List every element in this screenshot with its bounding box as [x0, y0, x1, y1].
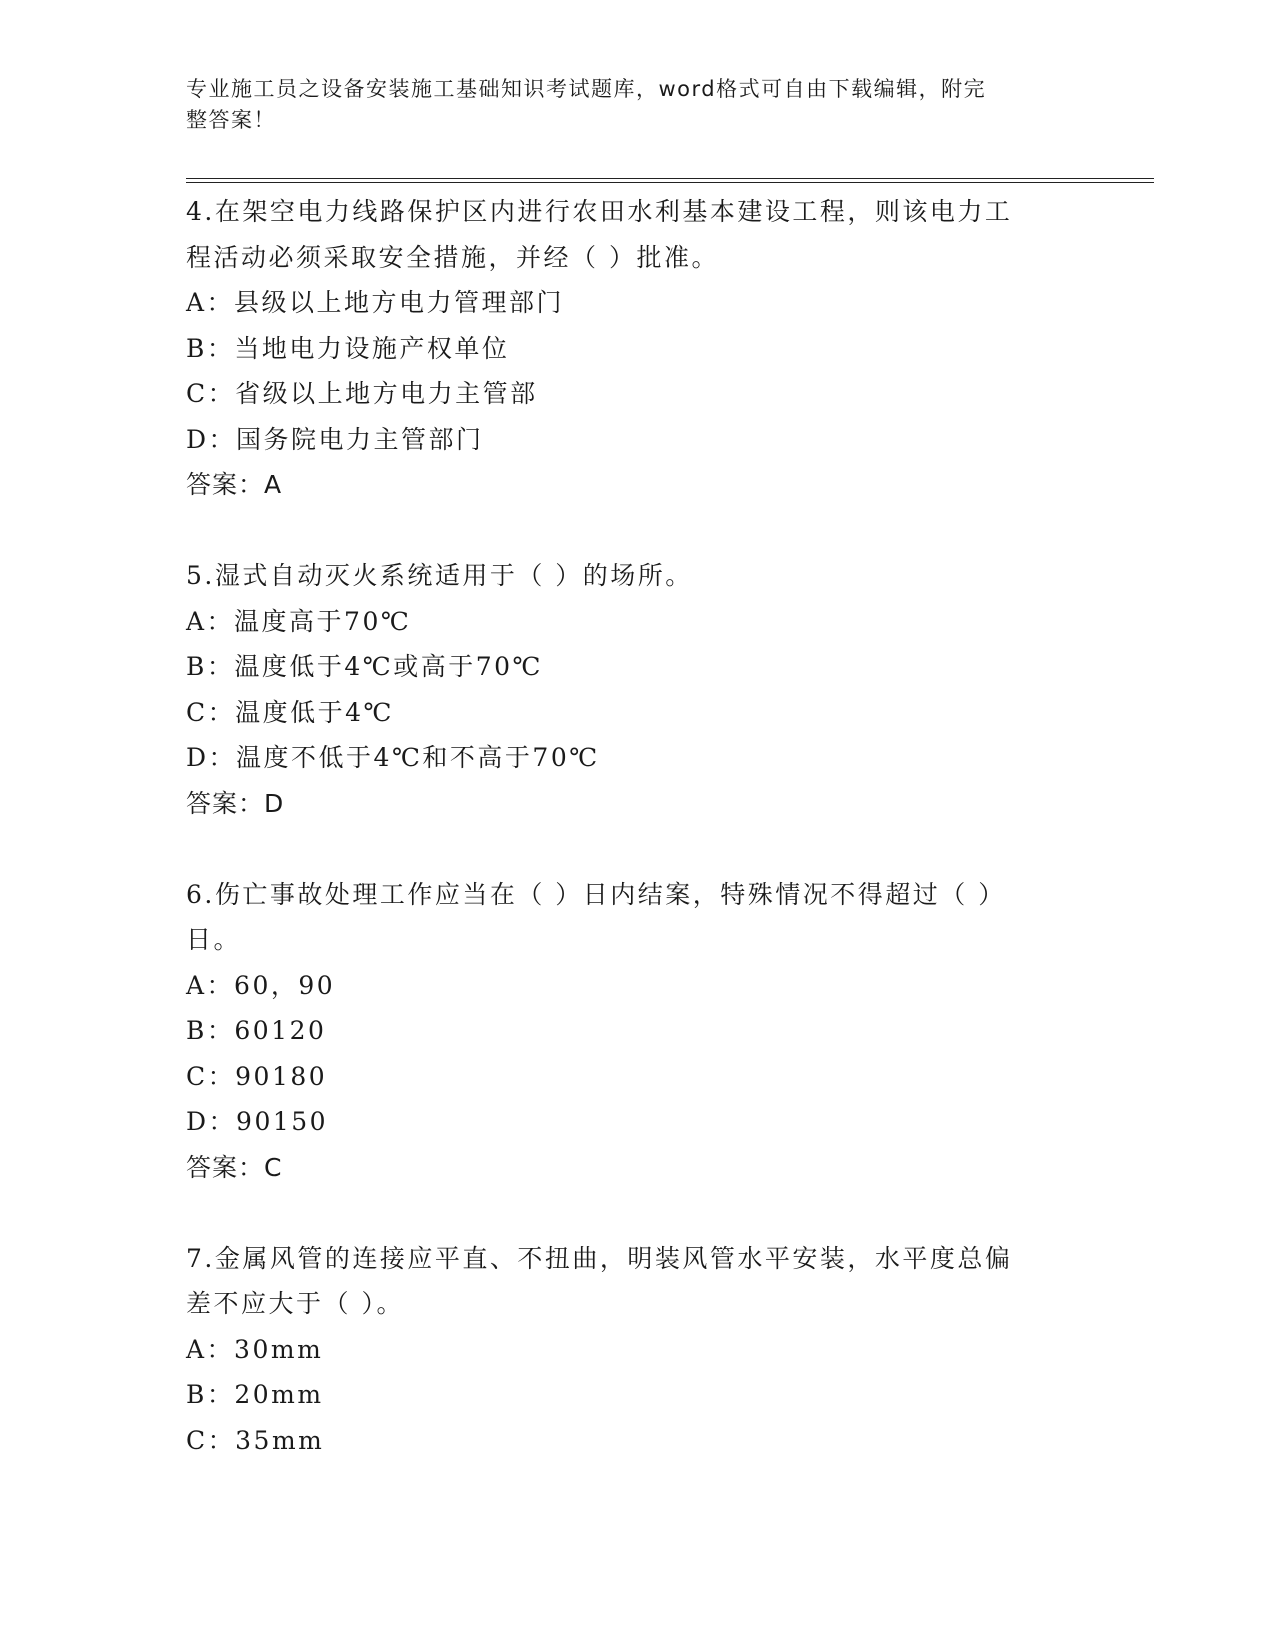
option: B：温度低于4℃或高于70℃ — [186, 652, 544, 681]
question-text: 4.在架空电力线路保护区内进行农田水利基本建设工程，则该电力工 — [186, 197, 1013, 226]
question-item — [186, 1236, 1066, 1464]
document-header — [186, 74, 1066, 136]
header-line: 专业施工员之设备安装施工基础知识考试题库，word格式可自由下载编辑，附完 — [186, 77, 987, 101]
header-line: 整答案！ — [186, 108, 276, 132]
question-list — [186, 189, 1066, 1463]
option: B：当地电力设施产权单位 — [186, 333, 510, 363]
option: C：35mm — [186, 1425, 325, 1455]
question-item — [186, 872, 1066, 1191]
option: D：国务院电力主管部门 — [186, 424, 484, 454]
question-text: 6.伤亡事故处理工作应当在（ ）日内结案，特殊情况不得超过（ ） — [186, 879, 1006, 909]
option: C：省级以上地方电力主管部 — [186, 379, 538, 408]
option: D：温度不低于4℃和不高于70℃ — [186, 743, 600, 772]
answer: 答案：D — [186, 788, 285, 818]
option: B：20mm — [186, 1380, 324, 1409]
question-text: 日。 — [186, 925, 242, 954]
answer: 答案：C — [186, 1152, 283, 1182]
option: A：60，90 — [186, 970, 336, 1000]
option: C：温度低于4℃ — [186, 697, 395, 727]
option: C：90180 — [186, 1061, 328, 1091]
option: B：60120 — [186, 1016, 327, 1045]
option: A：温度高于70℃ — [186, 606, 412, 636]
option: D：90150 — [186, 1107, 329, 1136]
header-divider — [186, 178, 1154, 179]
question-text: 5.湿式自动灭火系统适用于（ ）的场所。 — [186, 561, 693, 590]
option: A：县级以上地方电力管理部门 — [186, 288, 565, 317]
answer: 答案：A — [186, 470, 283, 499]
question-item — [186, 553, 1066, 826]
question-text: 差不应大于（ ）。 — [186, 1289, 404, 1318]
question-text: 程活动必须采取安全措施，并经（ ）批准。 — [186, 242, 719, 272]
header-divider — [186, 182, 1154, 183]
option: A：30mm — [186, 1334, 324, 1364]
question-text: 7.金属风管的连接应平直、不扭曲，明装风管水平安装，水平度总偏 — [186, 1243, 1013, 1273]
question-item — [186, 189, 1066, 508]
